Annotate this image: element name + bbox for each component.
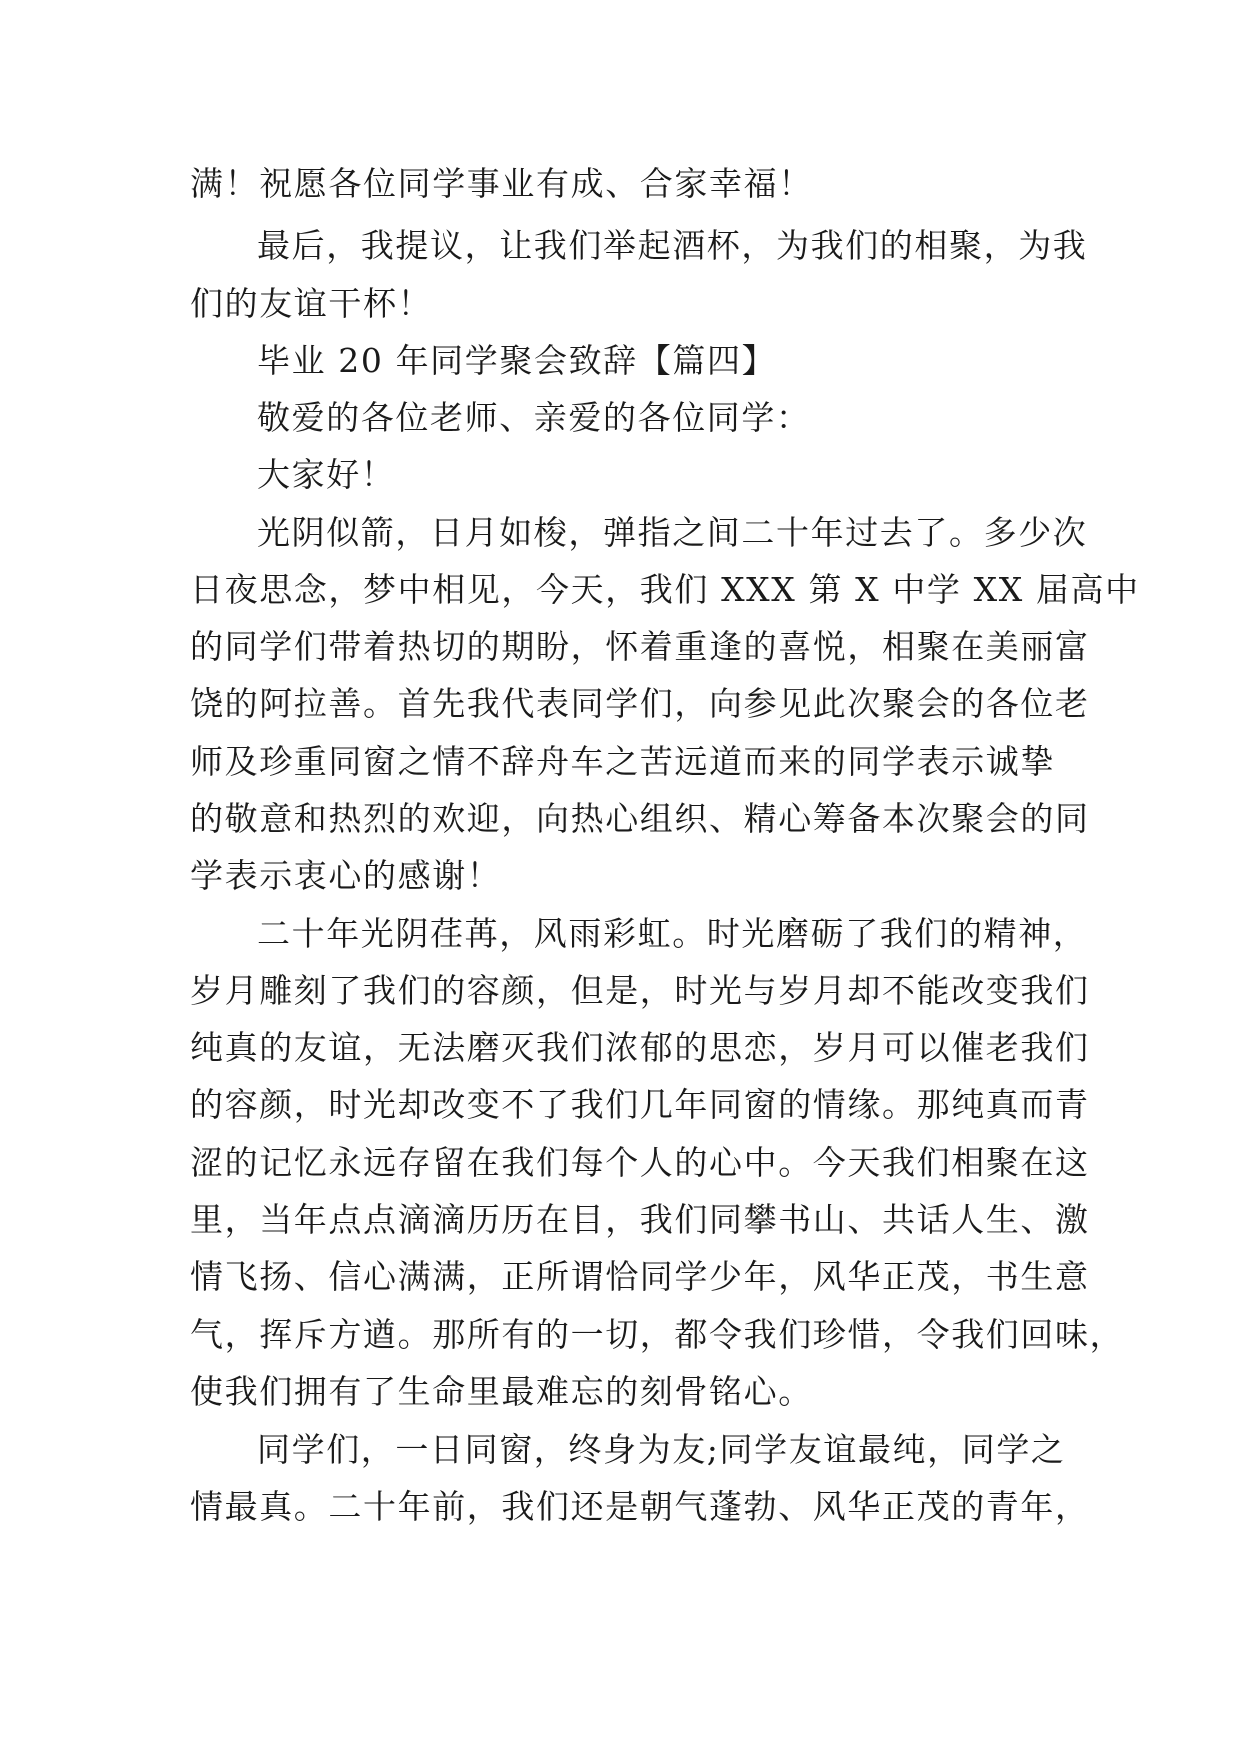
text-line: 的敬意和热烈的欢迎，向热心组织、精心筹备本次聚会的同 bbox=[190, 799, 1090, 838]
text-line: 的容颜，时光却改变不了我们几年同窗的情缘。那纯真而青 bbox=[190, 1085, 1090, 1124]
text-line: 们的友谊干杯！ bbox=[190, 284, 433, 323]
text-line: 同学们，一日同窗，终身为友;同学友谊最纯，同学之 bbox=[257, 1430, 1066, 1469]
text-line: 师及珍重同窗之情不辞舟车之苦远道而来的同学表示诚挚 bbox=[190, 742, 1055, 781]
greeting: 大家好！ bbox=[257, 455, 396, 494]
text-line: 纯真的友谊，无法磨灭我们浓郁的思恋，岁月可以催老我们 bbox=[190, 1028, 1090, 1067]
text-line: 最后，我提议，让我们举起酒杯，为我们的相聚，为我 bbox=[257, 226, 1088, 265]
salutation: 敬爱的各位老师、亲爱的各位同学： bbox=[257, 398, 811, 437]
text-line: 光阴似箭，日月如梭，弹指之间二十年过去了。多少次 bbox=[257, 513, 1088, 552]
text-line: 气，挥斥方遒。那所有的一切，都令我们珍惜，令我们回味， bbox=[190, 1315, 1125, 1354]
section-heading: 毕业 20 年同学聚会致辞【篇四】 bbox=[257, 341, 777, 380]
text-line: 里，当年点点滴滴历历在目，我们同攀书山、共话人生、激 bbox=[190, 1200, 1090, 1239]
text-line: 满！祝愿各位同学事业有成、合家幸福！ bbox=[190, 164, 813, 203]
text-line: 学表示衷心的感谢！ bbox=[190, 856, 502, 895]
text-line: 岁月雕刻了我们的容颜，但是，时光与岁月却不能改变我们 bbox=[190, 971, 1090, 1010]
text-line: 的同学们带着热切的期盼，怀着重逢的喜悦，相聚在美丽富 bbox=[190, 627, 1090, 666]
text-line: 情飞扬、信心满满，正所谓恰同学少年，风华正茂，书生意 bbox=[190, 1257, 1090, 1296]
text-line: 日夜思念，梦中相见，今天，我们 XXX 第 X 中学 XX 届高中 bbox=[190, 570, 1140, 609]
text-line: 二十年光阴荏苒，风雨彩虹。时光磨砺了我们的精神， bbox=[257, 914, 1088, 953]
text-line: 情最真。二十年前，我们还是朝气蓬勃、风华正茂的青年， bbox=[190, 1487, 1090, 1526]
text-line: 涩的记忆永远存留在我们每个人的心中。今天我们相聚在这 bbox=[190, 1143, 1090, 1182]
text-line: 饶的阿拉善。首先我代表同学们，向参见此次聚会的各位老 bbox=[190, 684, 1090, 723]
text-line: 使我们拥有了生命里最难忘的刻骨铭心。 bbox=[190, 1372, 813, 1411]
